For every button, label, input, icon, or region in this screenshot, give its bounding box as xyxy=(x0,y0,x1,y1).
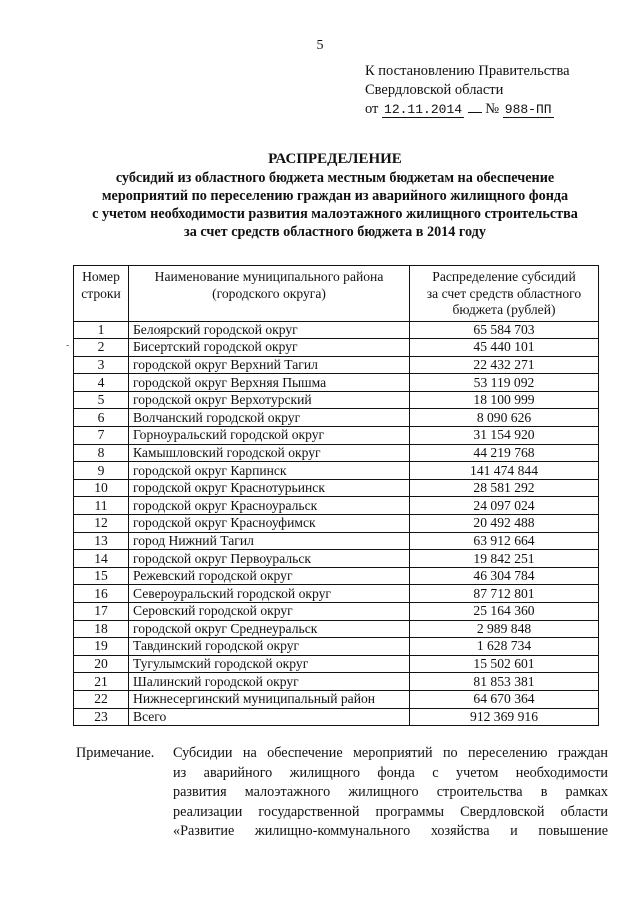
document-title xyxy=(40,150,630,241)
header-sum-line-3: бюджета (рублей) xyxy=(452,302,556,317)
municipality-cell: Горноуральский городской округ xyxy=(129,427,410,445)
row-number-cell: 2 xyxy=(74,339,129,357)
header-sum-line-2: за счет средств областного xyxy=(426,285,582,301)
row-number-cell: 5 xyxy=(74,391,129,409)
municipality-cell: Серовский городской округ xyxy=(129,603,410,621)
table-row xyxy=(74,620,599,638)
table-row xyxy=(74,655,599,673)
municipality-cell: городской округ Верхняя Пышма xyxy=(129,374,410,392)
municipality-cell: Режевский городской округ xyxy=(129,567,410,585)
municipality-cell: Волчанский городской округ xyxy=(129,409,410,427)
header-amount xyxy=(410,266,599,322)
header-sum-line-1: Распределение субсидий xyxy=(432,269,576,284)
amount-cell: 1 628 734 xyxy=(410,638,599,656)
municipality-cell: городской округ Красноуральск xyxy=(129,497,410,515)
amount-cell: 87 712 801 xyxy=(410,585,599,603)
title-line-4: за счет средств областного бюджета в 2014 году xyxy=(184,224,486,240)
row-number-cell: 20 xyxy=(74,655,129,673)
title-line-1: субсидий из областного бюджета местным бюджетам на обеспечение xyxy=(115,170,555,186)
table-row xyxy=(74,479,599,497)
municipality-cell: Всего xyxy=(129,708,410,726)
note-section xyxy=(76,744,608,842)
row-number-cell: 3 xyxy=(74,356,129,374)
row-number-cell: 13 xyxy=(74,532,129,550)
note-text xyxy=(173,744,608,842)
table-row xyxy=(74,690,599,708)
note-line-5: «Развитие жилищно-коммунального хозяйства и повышение xyxy=(173,823,608,839)
municipality-cell: Тавдинский городской округ xyxy=(129,638,410,656)
amount-cell: 19 842 251 xyxy=(410,550,599,568)
table-row xyxy=(74,409,599,427)
attachment-line-2: Свердловской области xyxy=(365,82,504,98)
table-row xyxy=(74,638,599,656)
municipality-cell: городской округ Верхотурский xyxy=(129,391,410,409)
row-number-cell: 8 xyxy=(74,444,129,462)
amount-cell: 28 581 292 xyxy=(410,479,599,497)
municipality-cell: городской округ Красноуфимск xyxy=(129,515,410,533)
municipality-cell: городской округ Краснотурьинск xyxy=(129,479,410,497)
date-value: 12.11.2014 xyxy=(384,102,463,117)
municipality-cell: Бисертский городской округ xyxy=(129,339,410,357)
table-row xyxy=(74,550,599,568)
municipality-cell: Камышловский городской округ xyxy=(129,444,410,462)
attachment-line-1: К постановлению Правительства xyxy=(365,63,570,79)
amount-cell: 2 989 848 xyxy=(410,620,599,638)
row-number-cell: 18 xyxy=(74,620,129,638)
amount-cell: 24 097 024 xyxy=(410,497,599,515)
table-row xyxy=(74,497,599,515)
note-line-3: развития малоэтажного жилищного строительства в рамках xyxy=(173,784,608,800)
row-number-cell: 15 xyxy=(74,567,129,585)
header-name-line-1: Наименование муниципального района xyxy=(154,269,384,284)
table-row xyxy=(74,585,599,603)
note-line-4: реализации государственной программы Свердловской области xyxy=(173,803,608,820)
municipality-cell: городской округ Среднеуральск xyxy=(129,620,410,638)
amount-cell: 25 164 360 xyxy=(410,603,599,621)
municipality-cell: Североуральский городской округ xyxy=(129,585,410,603)
amount-cell: 8 090 626 xyxy=(410,409,599,427)
amount-cell: 18 100 999 xyxy=(410,391,599,409)
table-row xyxy=(74,603,599,621)
table-row xyxy=(74,356,599,374)
amount-cell: 65 584 703 xyxy=(410,321,599,339)
header-municipality xyxy=(129,266,410,322)
amount-cell: 22 432 271 xyxy=(410,356,599,374)
table-row xyxy=(74,391,599,409)
table-row xyxy=(74,515,599,533)
table-row xyxy=(74,321,599,339)
row-number-cell: 16 xyxy=(74,585,129,603)
amount-cell: 15 502 601 xyxy=(410,655,599,673)
table-row xyxy=(74,673,599,691)
table-row xyxy=(74,462,599,480)
amount-cell: 45 440 101 xyxy=(410,339,599,357)
row-number-cell: 23 xyxy=(74,708,129,726)
note-line-1: Субсидии на обеспечение мероприятий по переселению граждан xyxy=(173,745,608,761)
table-row xyxy=(74,374,599,392)
row-number-cell: 11 xyxy=(74,497,129,515)
row-number-cell: 6 xyxy=(74,409,129,427)
row-number-cell: 19 xyxy=(74,638,129,656)
table-row xyxy=(74,339,599,357)
table-body xyxy=(74,321,599,726)
number-prefix: № xyxy=(485,101,500,117)
note-label: Примечание. xyxy=(76,745,155,761)
header-row-number xyxy=(74,266,129,322)
amount-cell: 20 492 488 xyxy=(410,515,599,533)
municipality-cell: Шалинский городской округ xyxy=(129,673,410,691)
date-prefix: от xyxy=(365,101,379,117)
row-number-cell: 14 xyxy=(74,550,129,568)
amount-cell: 141 474 844 xyxy=(410,462,599,480)
amount-cell: 63 912 664 xyxy=(410,532,599,550)
table-row xyxy=(74,532,599,550)
amount-cell: 44 219 768 xyxy=(410,444,599,462)
row-number-cell: 4 xyxy=(74,374,129,392)
row-number-cell: 22 xyxy=(74,690,129,708)
amount-cell: 46 304 784 xyxy=(410,567,599,585)
amount-cell: 81 853 381 xyxy=(410,673,599,691)
amount-cell: 53 119 092 xyxy=(410,374,599,392)
row-number-cell: 10 xyxy=(74,479,129,497)
title-line-2: мероприятий по переселению граждан из аварийного жилищного фонда xyxy=(101,188,569,204)
municipality-cell: городской округ Карпинск xyxy=(129,462,410,480)
table-header-row xyxy=(74,266,599,322)
municipality-cell: Тугулымский городской округ xyxy=(129,655,410,673)
header-name-line-2: (городского округа) xyxy=(212,285,326,301)
amount-cell: 912 369 916 xyxy=(410,708,599,726)
municipality-cell: город Нижний Тагил xyxy=(129,532,410,550)
table-row xyxy=(74,708,599,726)
municipality-cell: городской округ Первоуральск xyxy=(129,550,410,568)
municipality-cell: городской округ Верхний Тагил xyxy=(129,356,410,374)
row-number-cell: 12 xyxy=(74,515,129,533)
title-main: РАСПРЕДЕЛЕНИЕ xyxy=(268,151,402,167)
row-number-cell: 7 xyxy=(74,427,129,445)
margin-mark: - xyxy=(66,340,70,351)
header-num-line-2: строки xyxy=(81,285,121,301)
municipality-cell: Нижнесергинский муниципальный район xyxy=(129,690,410,708)
amount-cell: 31 154 920 xyxy=(410,427,599,445)
municipality-cell: Белоярский городской округ xyxy=(129,321,410,339)
page-number: 5 xyxy=(316,38,324,53)
amount-cell: 64 670 364 xyxy=(410,690,599,708)
subsidy-table xyxy=(73,265,599,726)
row-number-cell: 17 xyxy=(74,603,129,621)
number-value: 988-ПП xyxy=(504,102,552,117)
row-number-cell: 9 xyxy=(74,462,129,480)
attachment-header xyxy=(365,62,570,119)
table-row xyxy=(74,444,599,462)
attachment-date-line xyxy=(365,100,570,119)
table-row xyxy=(74,427,599,445)
title-line-3: с учетом необходимости развития малоэтажного жилищного строительства xyxy=(92,206,578,222)
row-number-cell: 1 xyxy=(74,321,129,339)
table-row xyxy=(74,567,599,585)
header-num-line-1: Номер xyxy=(82,269,120,284)
row-number-cell: 21 xyxy=(74,673,129,691)
underline-gap xyxy=(468,112,482,113)
note-line-2: из аварийного жилищного фонда с учетом необходимости xyxy=(173,764,608,781)
